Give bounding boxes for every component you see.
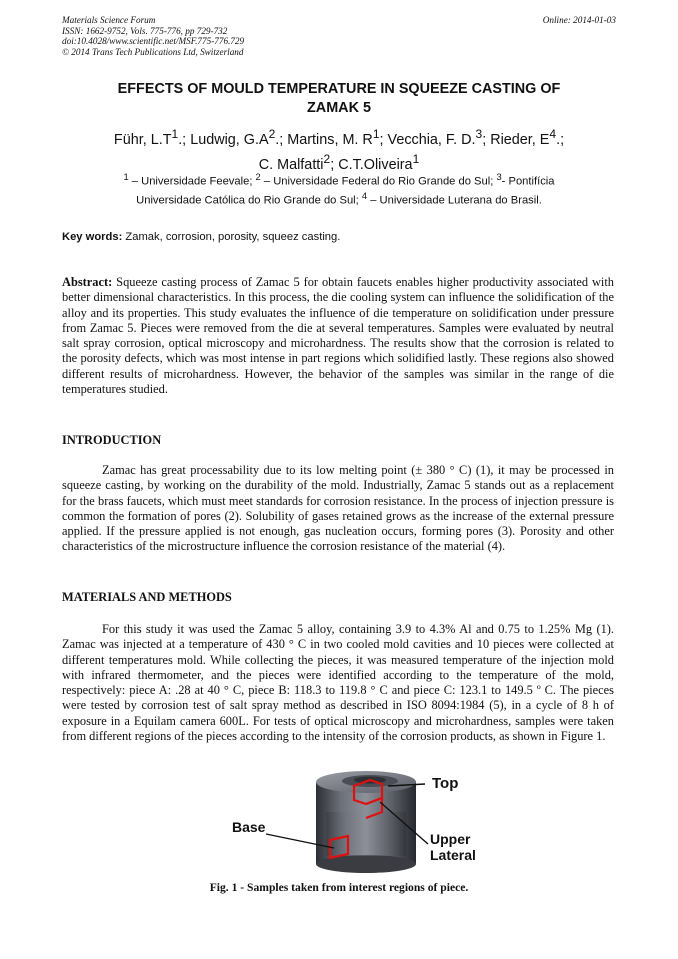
- label-base: Base: [232, 819, 266, 835]
- affil-number: 4: [361, 190, 368, 201]
- author-affil-mark: 1: [171, 127, 179, 141]
- affil-text: - Pontifícia: [501, 175, 555, 188]
- author-affil-mark: 1: [412, 151, 420, 166]
- journal-header: [62, 15, 244, 57]
- affiliation-line-1: [62, 170, 616, 189]
- journal-copyright: © 2014 Trans Tech Publications Ltd, Switzerland: [62, 46, 244, 57]
- affil-number: 2: [255, 172, 261, 182]
- author-sep: .;: [556, 131, 565, 148]
- affil-number: 1: [123, 172, 129, 182]
- affil-text: Universidade Católica do Rio Grande do Sul;: [136, 194, 362, 207]
- affil-text: – Universidade Luterana do Brasil.: [367, 194, 542, 207]
- author-name: C.T.Oliveira: [338, 156, 413, 173]
- abstract-text: Squeeze casting process of Zamac 5 for obtain faucets enables higher productivity associated with better dimensional characteristics. In this process, the die cooling system can influence the solidification of the alloy and its properties. This study evaluates the influence of die temperature on solidification under pressure from Zamac 5. Pieces were removed from the die at several temperatures. Samples were evaluated by neutral salt spray corrosion, optical microscopy and microhardness. The results show that the corrosion is related to the porosity defects, which was most intense in part regions which solidified lastly. These regions also showed different results of microhardness. However, the behavior of the samples was similar in the range of die temperatures studied.: [62, 275, 614, 397]
- affil-number: 3: [496, 172, 502, 182]
- author-affil-mark: 2: [268, 127, 276, 141]
- author-name: Führ, L.T: [113, 131, 172, 148]
- abstract: [62, 275, 614, 397]
- author-affil-mark: 4: [549, 127, 557, 141]
- label-lateral: Lateral: [430, 847, 476, 863]
- author-sep: ;: [330, 156, 339, 173]
- keywords-label: Key words:: [62, 231, 123, 243]
- author-sep: ;: [482, 131, 491, 148]
- author-affil-mark: 3: [475, 127, 483, 141]
- journal-doi: doi:10.4028/www.scientific.net/MSF.775-776.729: [62, 36, 245, 47]
- author-name: Vecchia, F. D.: [387, 131, 476, 148]
- author-line-1: [62, 125, 616, 150]
- introduction-paragraph: Zamac has great processability due to its low melting point (± 380 ° C) (1), it may be processed in squeeze casting, by working on the durability of the mold. Industrially, Zamac 5 stands out as a replacement for the brass faucets, which must meet standards for corrosion resistance. In the process of injection pressure is common the formation of pores (2). Solubility of gases retained grows as the increase of the external pressure applied. If the pressure applied is not enough, gas nucleation occurs, forming pores (3). Porosity and other characteristics of the microstructure influence the corrosion resistance of the material (4).: [62, 463, 614, 554]
- figure-caption: Fig. 1 - Samples taken from interest regions of piece.: [209, 881, 469, 894]
- author-name: Ludwig, G.A: [190, 131, 269, 148]
- section-heading-introduction: INTRODUCTION: [62, 433, 162, 447]
- keywords: [62, 231, 340, 243]
- author-sep: ;: [379, 131, 388, 148]
- author-name: C. Malfatti: [258, 156, 324, 173]
- title-line-2: ZAMAK 5: [307, 100, 371, 116]
- affiliations: [62, 170, 616, 207]
- abstract-label: Abstract:: [62, 275, 113, 289]
- author-name: Rieder, E: [490, 131, 550, 148]
- author-sep: .;: [178, 131, 191, 148]
- journal-issn: ISSN: 1662-9752, Vols. 775-776, pp 729-732: [62, 25, 228, 36]
- figure-1-sample-regions: [220, 764, 500, 878]
- affil-text: – Universidade Feevale;: [128, 175, 256, 188]
- journal-name: Materials Science Forum: [62, 15, 156, 25]
- author-affil-mark: 1: [372, 127, 380, 141]
- affil-text: – Universidade Federal do Rio Grande do Sul;: [260, 175, 497, 188]
- keywords-text: Zamak, corrosion, porosity, squeez casting.: [122, 231, 341, 243]
- label-top: Top: [432, 775, 459, 792]
- section-heading-methods: MATERIALS AND METHODS: [62, 590, 232, 604]
- paper-title: [62, 80, 616, 118]
- author-name: Martins, M. R: [287, 131, 373, 148]
- author-affil-mark: 2: [323, 151, 331, 166]
- author-sep: .;: [275, 131, 288, 148]
- online-date: Online: 2014-01-03: [542, 15, 616, 25]
- affiliation-line-2: [62, 189, 616, 208]
- author-list: [62, 125, 616, 175]
- methods-paragraph: For this study it was used the Zamac 5 alloy, containing 3.9 to 4.3% Al and 0.75 to 1.25% Mg (1). Zamac was injected at a temperature of 430 ° C in two cooled mold cavities and 10 pieces were collected at different temperatures mold. While collecting the pieces, it was measured temperature of the injection mold with infrared thermometer, and the pieces were identified according to the temperature of the mold, respectively: piece A: .28 at 40 ° C, piece B: 118.3 to 119.8 ° C and piece C: 123.1 to 149.5 º C. The pieces were tested by corrosion test of salt spray method as described in ISO 8094:1984 (5), in a cycle of 8 h of exposure in a Equilam camera 600L. For tests of optical microscopy and microhardness, samples were taken from different regions of the pieces according to the intensity of the corrosion products, as shown in Figure 1.: [62, 622, 614, 744]
- label-upper: Upper: [430, 831, 471, 847]
- title-line-1: EFFECTS OF MOULD TEMPERATURE IN SQUEEZE CASTING OF: [117, 81, 561, 97]
